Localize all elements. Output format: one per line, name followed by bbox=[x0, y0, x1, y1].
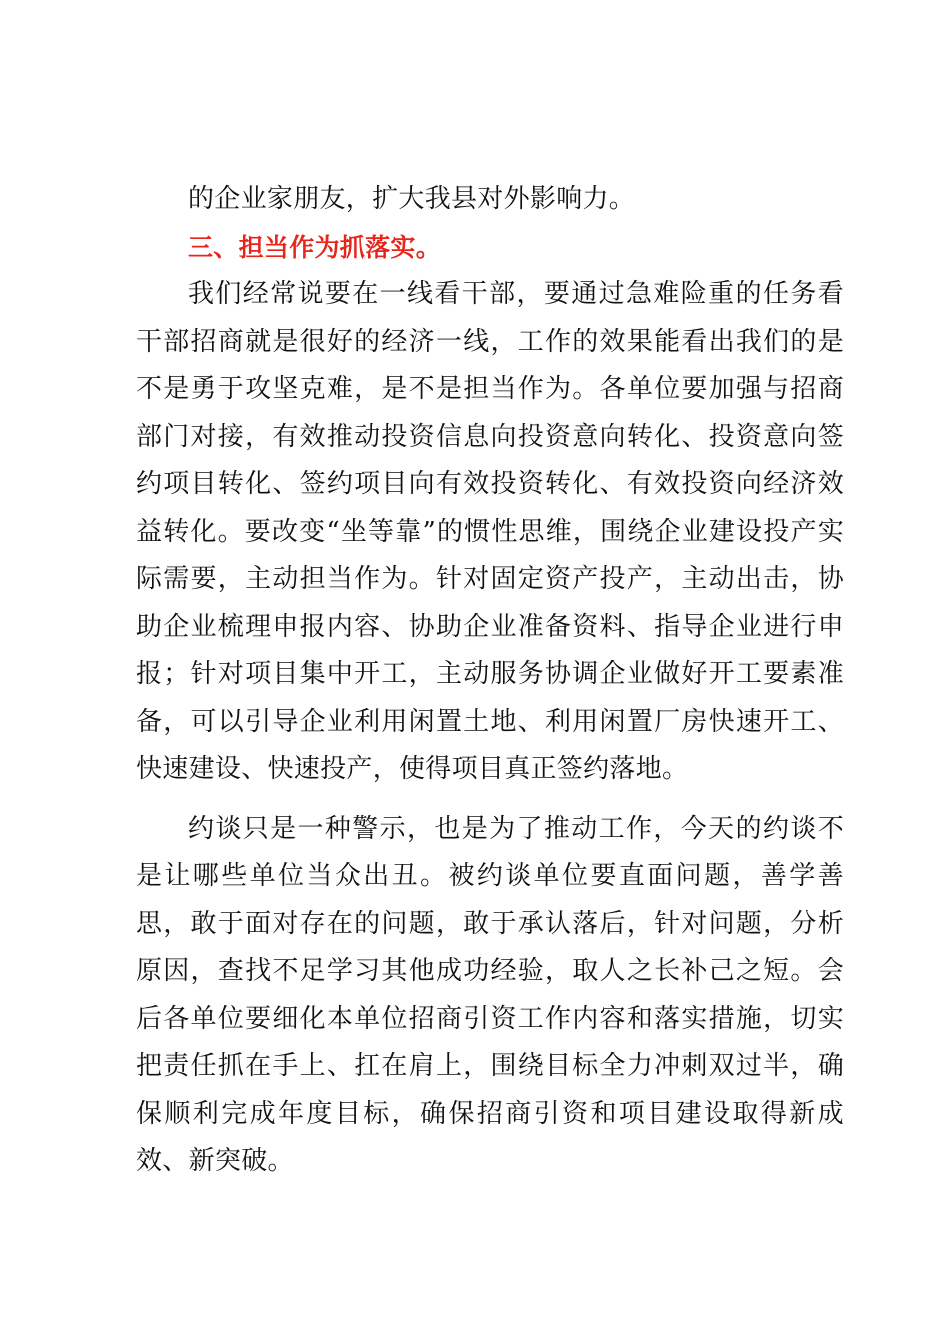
document-body bbox=[136, 176, 844, 1186]
section-heading: 三、担当作为抓落实。 bbox=[188, 232, 442, 262]
body-paragraph-responsibility: 我们经常说要在一线看干部，要通过急难险重的任务看干部招商就是很好的经济一线，工作的效果能看出我们的是不是勇于攻坚克难，是不是担当作为。各单位要加强与招商部门对接，有效推动投资信息向投资意向转化、投资意向签约项目转化、签约项目向有效投资转化、有效投资向经济效益转化。要改变“坐等靠”的惯性思维，围绕企业建设投产实际需要，主动担当作为。针对固定资产投产，主动出击，协助企业梳理申报内容、协助企业准备资料、指导企业进行申报；针对项目集中开工，主动服务协调企业做好开工要素准备，可以引导企业利用闲置土地、利用闲置厂房快速开工、快速建设、快速投产，使得项目真正签约落地。 bbox=[136, 279, 844, 784]
body-paragraph-interview: 约谈只是一种警示，也是为了推动工作，今天的约谈不是让哪些单位当众出丑。被约谈单位要直面问题，善学善思，敢于面对存在的问题，敢于承认落后，针对问题，分析原因，查找不足学习其他成功经验，取人之长补己之短。会后各单位要细化本单位招商引资工作内容和落实措施，切实把责任抓在手上、扛在肩上，围绕目标全力冲刺双过半，确保顺利完成年度目标，确保招商引资和项目建设取得新成效、新突破。 bbox=[136, 813, 844, 1176]
continued-paragraph: 的企业家朋友，扩大我县对外影响力。 bbox=[188, 184, 636, 214]
